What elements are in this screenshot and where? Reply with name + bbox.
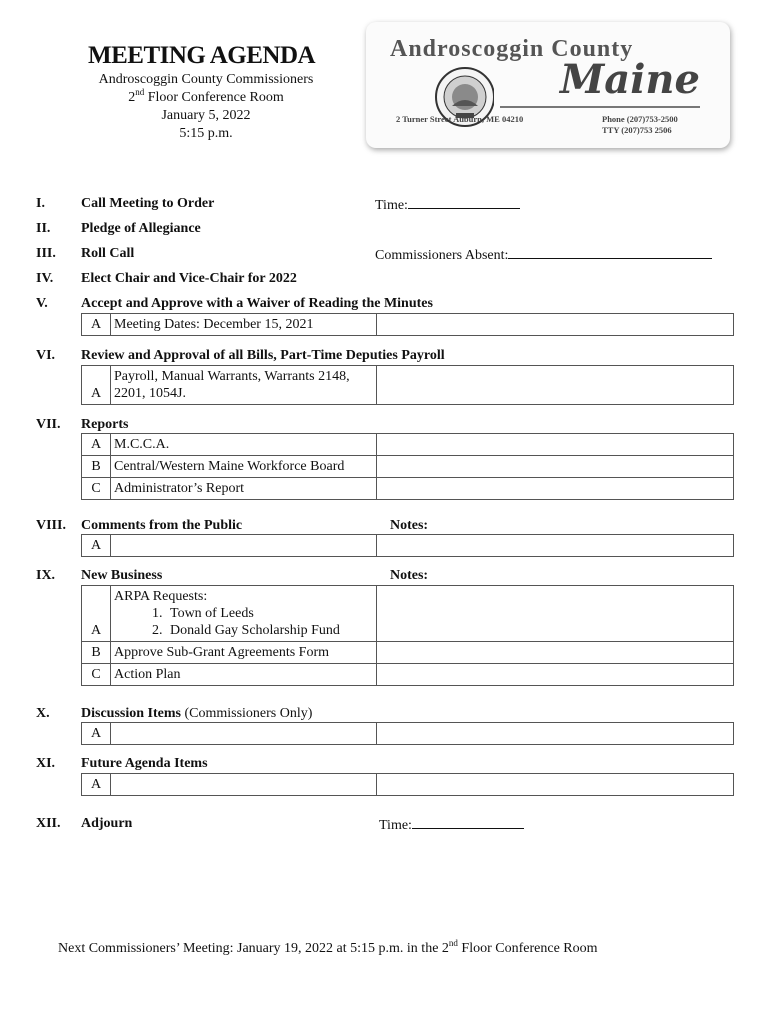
row-notes [377,456,734,478]
row-letter: C [82,478,111,500]
public-comments-table [81,534,734,557]
logo-county-name: Androscoggin County [390,36,634,62]
logo-address: 2 Turner Street Auburn, ME 04210 [396,114,524,124]
start-time-field: Time: [375,196,520,214]
item-number: II. [36,221,51,236]
row-letter: A [82,774,111,796]
logo-phone: Phone (207)753-2500 [602,114,678,124]
row-notes [377,642,734,664]
page-title: MEETING AGENDA [88,42,316,69]
list-item: 2. Donald Gay Scholarship Fund [166,622,373,639]
row-text [111,586,377,642]
table-row [82,664,734,686]
logo-tty: TTY (207)753 2506 [602,125,672,135]
bills-table [81,365,734,405]
table-row [82,314,734,336]
table-row [82,478,734,500]
row-text: Action Plan [111,664,377,686]
item-public-comments: Comments from the Public [81,518,243,533]
row-text: Approve Sub-Grant Agreements Form [111,642,377,664]
logo-state-name: Maine [560,56,700,103]
item-elect-chair: Elect Chair and Vice-Chair for 2022 [81,271,297,286]
table-row [82,535,734,557]
row-notes [377,314,734,336]
item-approve-minutes: Accept and Approve with a Waiver of Reading the Minutes [81,296,433,311]
list-item: 1. Town of Leeds [166,605,373,622]
item-call-to-order: Call Meeting to Order [81,196,215,211]
row-letter: A [82,586,111,642]
logo-divider [500,106,700,108]
item-future-agenda: Future Agenda Items [81,756,208,771]
item-number: XI. [36,756,56,771]
item-roll-call: Roll Call [81,246,135,261]
row-notes [377,664,734,686]
row-letter: A [82,366,111,405]
arpa-request-list [114,605,373,639]
table-row [82,434,734,456]
discussion-table [81,722,734,745]
item-bills-approval: Review and Approval of all Bills, Part-Time Deputies Payroll [81,348,445,363]
table-row [82,642,734,664]
item-reports: Reports [81,417,129,432]
row-text: M.C.C.A. [111,434,377,456]
item-number: VIII. [36,518,66,533]
row-text [111,535,377,557]
new-business-table [81,585,734,686]
row-notes [377,478,734,500]
row-letter: B [82,456,111,478]
item-number: IX. [36,568,56,583]
item-number: IV. [36,271,54,286]
meeting-time: 5:15 p.m. [179,126,233,141]
row-letter: C [82,664,111,686]
table-row [82,723,734,745]
meeting-room: 2nd Floor Conference Room [128,87,284,105]
future-agenda-table [81,773,734,796]
row-notes [377,535,734,557]
row-notes [377,366,734,405]
item-number: XII. [36,816,61,831]
row-letter: A [82,723,111,745]
table-row [82,774,734,796]
row-text: Administrator’s Report [111,478,377,500]
row-letter: A [82,434,111,456]
table-row [82,586,734,642]
item-number: VI. [36,348,56,363]
row-notes [377,434,734,456]
row-letter: A [82,535,111,557]
reports-table [81,433,734,500]
row-letter: B [82,642,111,664]
item-number: X. [36,706,50,721]
table-row [82,366,734,405]
item-pledge: Pledge of Allegiance [81,221,201,236]
meeting-date: January 5, 2022 [161,108,251,123]
item-number: III. [36,246,56,261]
item-adjourn: Adjourn [81,816,133,831]
item-new-business: New Business [81,568,163,583]
org-name: Androscoggin County Commissioners [98,72,314,87]
row-notes [377,774,734,796]
row-text: Meeting Dates: December 15, 2021 [111,314,377,336]
notes-label: Notes: [390,568,429,583]
row-notes [377,586,734,642]
row-text: Payroll, Manual Warrants, Warrants 2148, 2201, 1054J. [111,366,377,405]
county-logo [366,22,730,148]
logo-contact [602,114,678,136]
next-meeting-note: Next Commissioners’ Meeting: January 19, 2022 at 5:15 p.m. in the 2nd Floor Conference Room [58,938,598,956]
item-discussion: Discussion Items (Commissioners Only) [81,706,313,721]
item-number: I. [36,196,45,211]
row-text [111,774,377,796]
row-letter: A [82,314,111,336]
notes-label: Notes: [390,518,429,533]
row-notes [377,723,734,745]
minutes-table [81,313,734,336]
item-number: VII. [36,417,61,432]
item-number: V. [36,296,48,311]
row-text [111,723,377,745]
table-row [82,456,734,478]
arpa-heading: ARPA Requests: [114,589,208,604]
row-text: Central/Western Maine Workforce Board [111,456,377,478]
absent-field: Commissioners Absent: [375,246,712,264]
end-time-field: Time: [379,816,524,834]
